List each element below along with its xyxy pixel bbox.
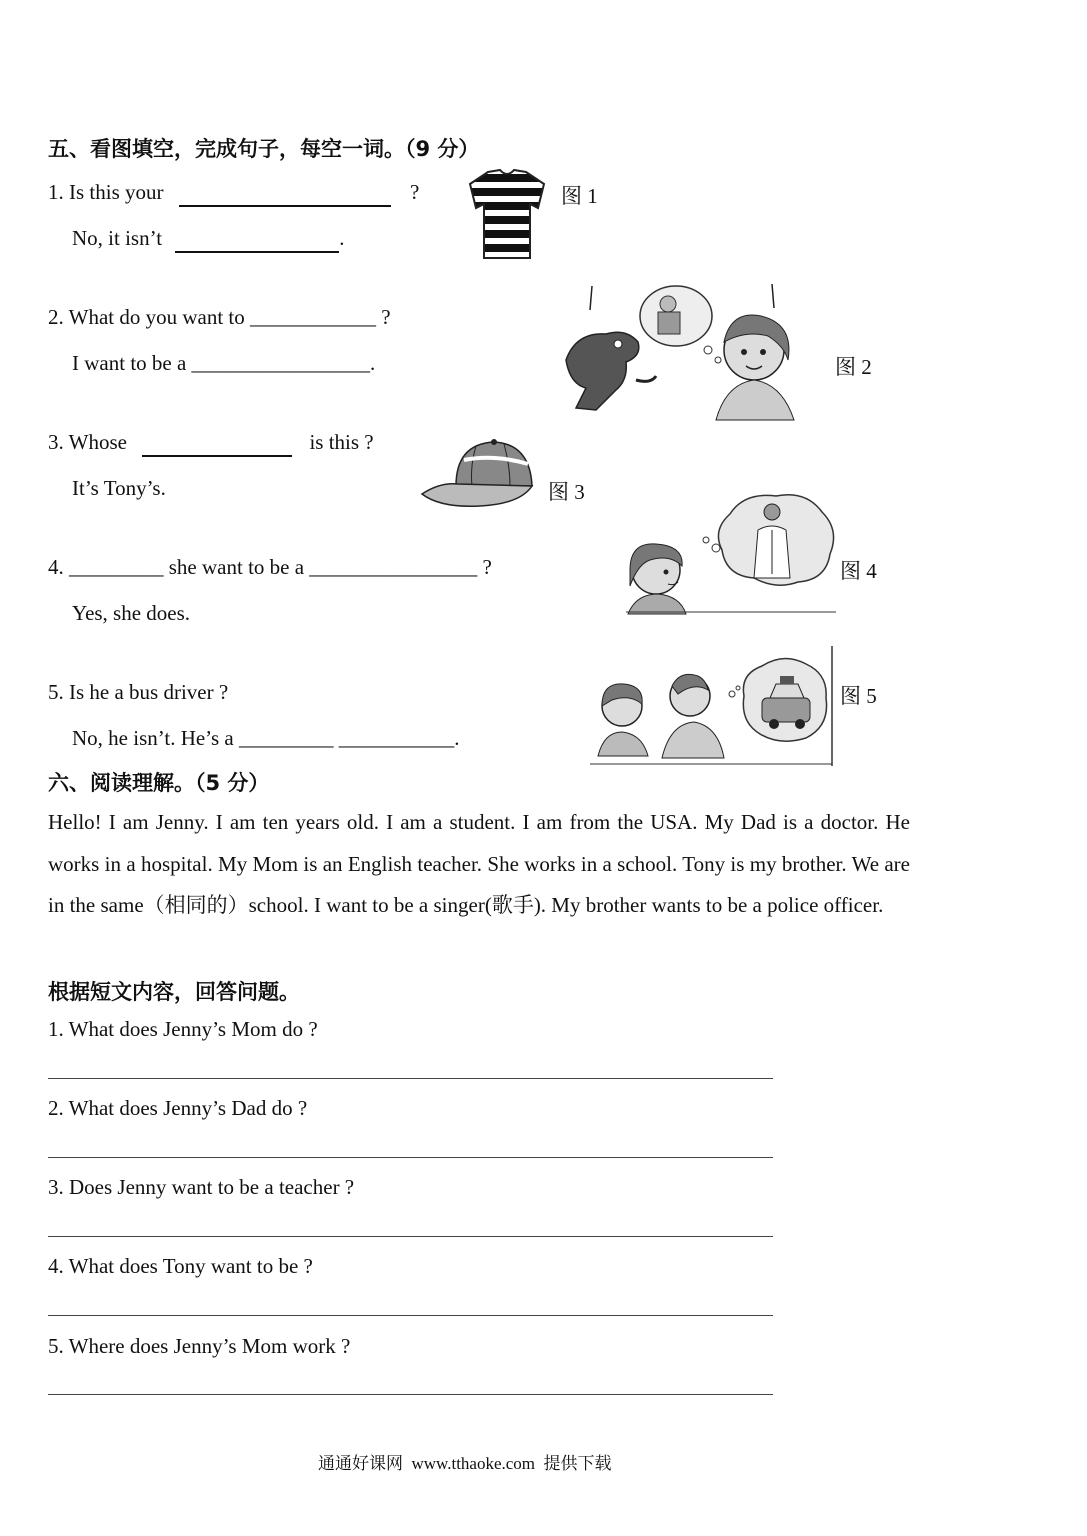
q2-line1: 2. What do you want to ____________ ?: [48, 305, 391, 329]
fig1-label: 图 1: [561, 184, 598, 208]
q1-line2-period: .: [339, 226, 345, 250]
fig5-label: 图 5: [840, 684, 877, 708]
q3-line1-end: is this ?: [309, 430, 374, 454]
answer-line-4[interactable]: [48, 1315, 773, 1316]
reading-question-1: 1. What does Jenny’s Mom do ?: [48, 1017, 318, 1041]
reading-passage: Hello! I am Jenny. I am ten years old. I am a student. I am from the USA. My Dad is a doctor. He works in a hospital. My Mom is an English teacher. She works in a school. Tony is my brother. We are in the same（相同的）school. I want to be a singer(歌手). My brother wants to be a police officer.: [48, 810, 910, 917]
reading-question-3: 3. Does Jenny want to be a teacher ?: [48, 1175, 355, 1199]
dinosaur-girl-thinking-illustration: [556, 280, 801, 422]
q1-line1-text: 1. Is this your: [48, 180, 164, 204]
q4-line1: 4. _________ she want to be a ________________ ?: [48, 555, 492, 579]
q1-line2: [72, 226, 345, 253]
reading-question-2: 2. What does Jenny’s Dad do ?: [48, 1096, 308, 1120]
q5-line2: No, he isn’t. He’s a _________ ___________.: [72, 726, 460, 750]
q1-line1: [48, 180, 419, 207]
fig4-label: 图 4: [840, 559, 877, 583]
answer-line-2[interactable]: [48, 1157, 773, 1158]
reading-question-4: 4. What does Tony want to be ?: [48, 1254, 313, 1278]
q1-line1-question-mark: ?: [410, 180, 420, 204]
reading-question-5: 5. Where does Jenny’s Mom work ?: [48, 1334, 351, 1358]
baseball-cap-icon: [420, 436, 538, 516]
q4-line2: Yes, she does.: [72, 601, 191, 625]
fig3-label: 图 3: [548, 480, 585, 504]
section6-instruction: 根据短文内容，回答问题。: [48, 980, 300, 1004]
girl-dreams-doctor-illustration: [626, 490, 838, 616]
q1-blank-1[interactable]: [179, 180, 391, 207]
q3-line2: It’s Tony’s.: [72, 476, 166, 500]
q3-line1-text: 3. Whose: [48, 430, 127, 454]
section5-heading: 五、看图填空，完成句子，每空一词。（9 分）: [48, 137, 480, 161]
answer-line-5[interactable]: [48, 1394, 773, 1395]
fig2-label: 图 2: [835, 355, 872, 379]
q2-line2: I want to be a _________________.: [72, 351, 376, 375]
q5-line1: 5. Is he a bus driver ?: [48, 680, 229, 704]
page-footer: 通通好课网 www.tthaoke.com 提供下载: [318, 1454, 612, 1473]
answer-line-1[interactable]: [48, 1078, 773, 1079]
q3-blank-1[interactable]: [142, 430, 292, 457]
striped-shirt-icon: [466, 168, 548, 262]
section6-heading: 六、阅读理解。（5 分）: [48, 771, 270, 795]
q3-line1: [48, 430, 374, 457]
answer-line-3[interactable]: [48, 1236, 773, 1237]
q1-blank-2[interactable]: [175, 226, 339, 253]
man-dreams-taxi-illustration: [590, 646, 836, 768]
q1-line2-text: No, it isn’t: [72, 226, 163, 250]
